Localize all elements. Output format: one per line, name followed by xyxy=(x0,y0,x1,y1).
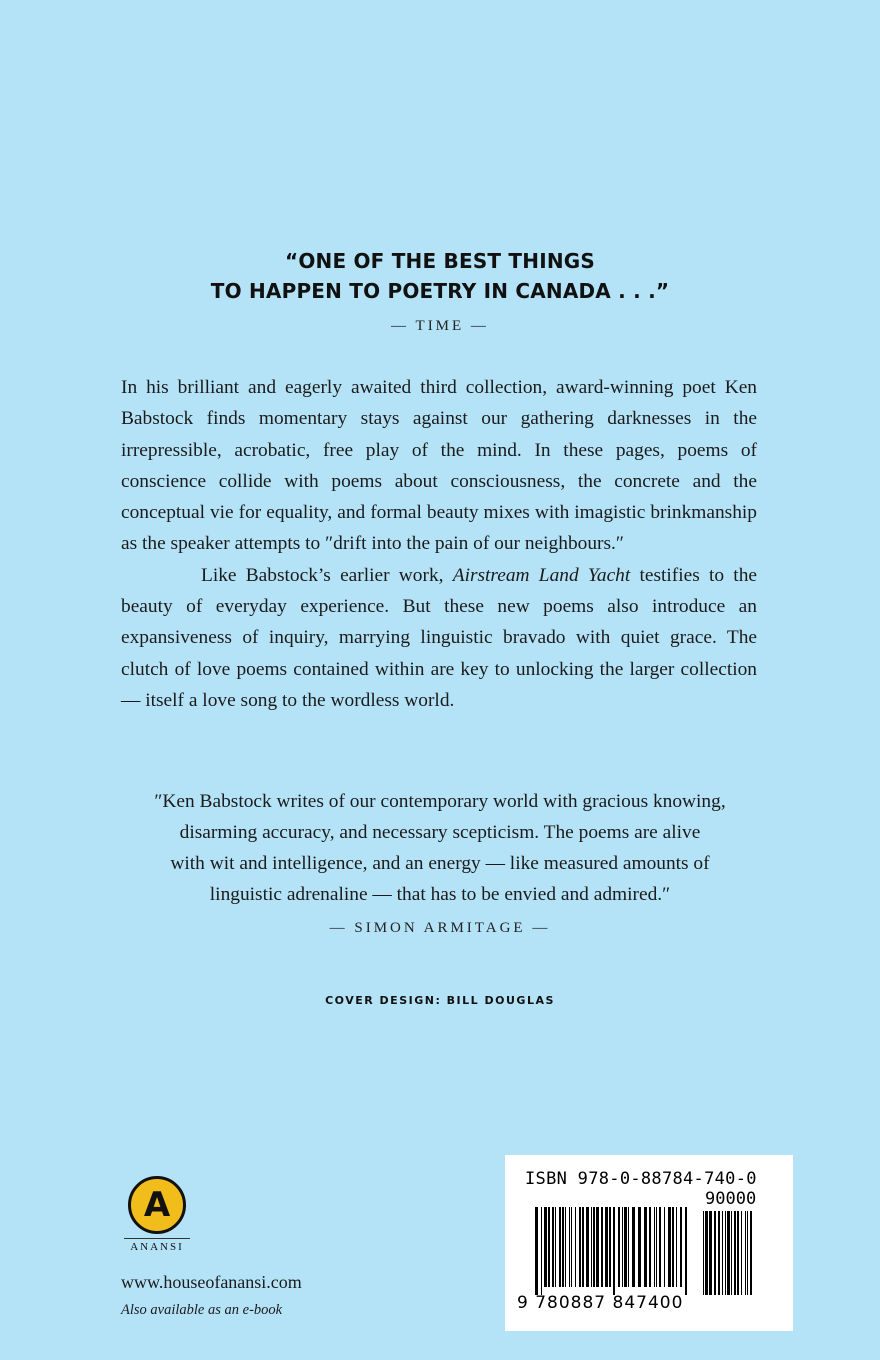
barcode-bar xyxy=(649,1207,651,1287)
barcode-bar xyxy=(535,1207,538,1295)
publisher-website[interactable]: www.houseofanansi.com xyxy=(121,1272,302,1292)
quote-attribution: — SIMON ARMITAGE — xyxy=(329,920,551,936)
barcode-bar xyxy=(714,1211,716,1295)
barcode-bars xyxy=(535,1207,691,1295)
logo-divider xyxy=(124,1238,190,1239)
barcode-bar xyxy=(562,1207,564,1287)
barcode-bar xyxy=(656,1207,657,1287)
barcode-bar xyxy=(609,1207,611,1287)
barcode-bar xyxy=(654,1207,655,1287)
barcode-bar xyxy=(727,1211,730,1295)
barcode-bar xyxy=(555,1207,556,1287)
quote-line-4: linguistic adrenaline — that has to be envied and admired.″ xyxy=(209,884,671,905)
barcode-bar xyxy=(586,1207,589,1287)
barcode-bar xyxy=(601,1207,603,1287)
barcode-panel xyxy=(505,1155,793,1331)
book-title: Airstream Land Yacht xyxy=(452,564,631,586)
barcode-bar xyxy=(745,1211,746,1295)
description-paragraph-1: In his brilliant and eagerly awaited third collection, award-winning poet Ken Babstock finds momentary stays against our gathering darknesses in the irrepressible, acrobatic, free play of the mind. In these pages, poems of conscience collide with poems about consciousness, the concrete and the conceptual vie for equality, and formal beauty mixes with imagistic brinkmanship as the speaker attempts to ″drift into the pain of our neighbours.″ xyxy=(121,377,757,555)
barcode-bar xyxy=(613,1207,615,1295)
barcode-bar xyxy=(672,1207,674,1287)
description-p2-end: testifies to the beauty of everyday experience. But these new poems also introduce an expansiveness of inquiry, marrying linguistic bravado with quiet grace. The clutch of love poems contained within are key to unlocking the larger collection — itself a love song to the wordless world. xyxy=(121,564,758,711)
barcode-bar xyxy=(591,1207,592,1287)
anansi-logo-icon xyxy=(128,1176,186,1234)
barcode-bar xyxy=(575,1207,576,1287)
barcode-bar xyxy=(596,1207,599,1287)
description-p2-start: Like Babstock’s earlier work, xyxy=(201,564,453,586)
barcode-bar xyxy=(624,1207,627,1287)
barcode-bar xyxy=(571,1207,572,1287)
barcode-bar xyxy=(605,1207,608,1287)
barcode-bar xyxy=(593,1207,595,1287)
barcode-bar xyxy=(709,1211,712,1295)
barcode-bar xyxy=(628,1207,629,1287)
barcode-bar xyxy=(680,1207,682,1287)
barcode-bar xyxy=(741,1211,742,1295)
barcode-bar xyxy=(703,1211,704,1295)
barcode-bar xyxy=(552,1207,554,1287)
barcode-bar xyxy=(659,1207,661,1287)
barcode-bar xyxy=(579,1207,581,1287)
price-barcode-bars xyxy=(703,1211,753,1295)
ebook-note: Also available as an e-book xyxy=(121,1302,283,1318)
barcode-bar xyxy=(718,1211,720,1295)
headline-line-2: TO HAPPEN TO POETRY IN CANADA . . .” xyxy=(210,279,670,303)
quote-line-3: with wit and intelligence, and an energy — like measured amounts of xyxy=(170,853,710,874)
barcode-bar xyxy=(569,1207,570,1287)
barcode-bar xyxy=(565,1207,566,1287)
price-code: 90000 xyxy=(705,1189,757,1209)
review-quote xyxy=(110,786,770,910)
headline-line-1: “ONE OF THE BEST THINGS xyxy=(284,249,596,273)
barcode-bar xyxy=(664,1207,665,1287)
logo-name: ANANSI xyxy=(130,1241,184,1253)
quote-line-1: ″Ken Babstock writes of our contemporary world with gracious knowing, xyxy=(154,791,726,812)
barcode-bar xyxy=(705,1211,708,1295)
quote-line-2: disarming accuracy, and necessary scepticism. The poems are alive xyxy=(179,822,701,843)
publisher-logo xyxy=(124,1176,190,1253)
description-paragraph-2 xyxy=(121,560,757,716)
logo-letter: A xyxy=(143,1185,171,1225)
headline xyxy=(0,246,880,306)
barcode-digits: 9 780887 847400 xyxy=(517,1293,684,1313)
barcode-bar xyxy=(544,1207,547,1287)
barcode-bar xyxy=(750,1211,752,1295)
barcode-bar xyxy=(632,1207,635,1287)
barcode-bar xyxy=(668,1207,671,1287)
barcode-bar xyxy=(622,1207,623,1287)
barcode-bar xyxy=(747,1211,748,1295)
barcode-bar xyxy=(541,1207,542,1295)
barcode-bar xyxy=(676,1207,677,1287)
barcode-bar xyxy=(734,1211,736,1295)
barcode-bar xyxy=(725,1211,726,1295)
barcode-bar xyxy=(559,1207,561,1287)
barcode-bar xyxy=(582,1207,584,1287)
isbn-label: ISBN 978-0-88784-740-0 xyxy=(525,1169,757,1189)
book-description xyxy=(121,372,757,716)
barcode-bar xyxy=(731,1211,732,1295)
barcode-bar xyxy=(618,1207,620,1287)
cover-design-credit: COVER DESIGN: BILL DOUGLAS xyxy=(325,994,555,1007)
barcode-bar xyxy=(722,1211,723,1295)
barcode-bar xyxy=(737,1211,739,1295)
headline-attribution: — TIME — xyxy=(391,318,489,334)
barcode-bar xyxy=(685,1207,687,1295)
barcode-bar xyxy=(548,1207,550,1287)
barcode-bar xyxy=(644,1207,647,1287)
barcode-bar xyxy=(638,1207,641,1287)
